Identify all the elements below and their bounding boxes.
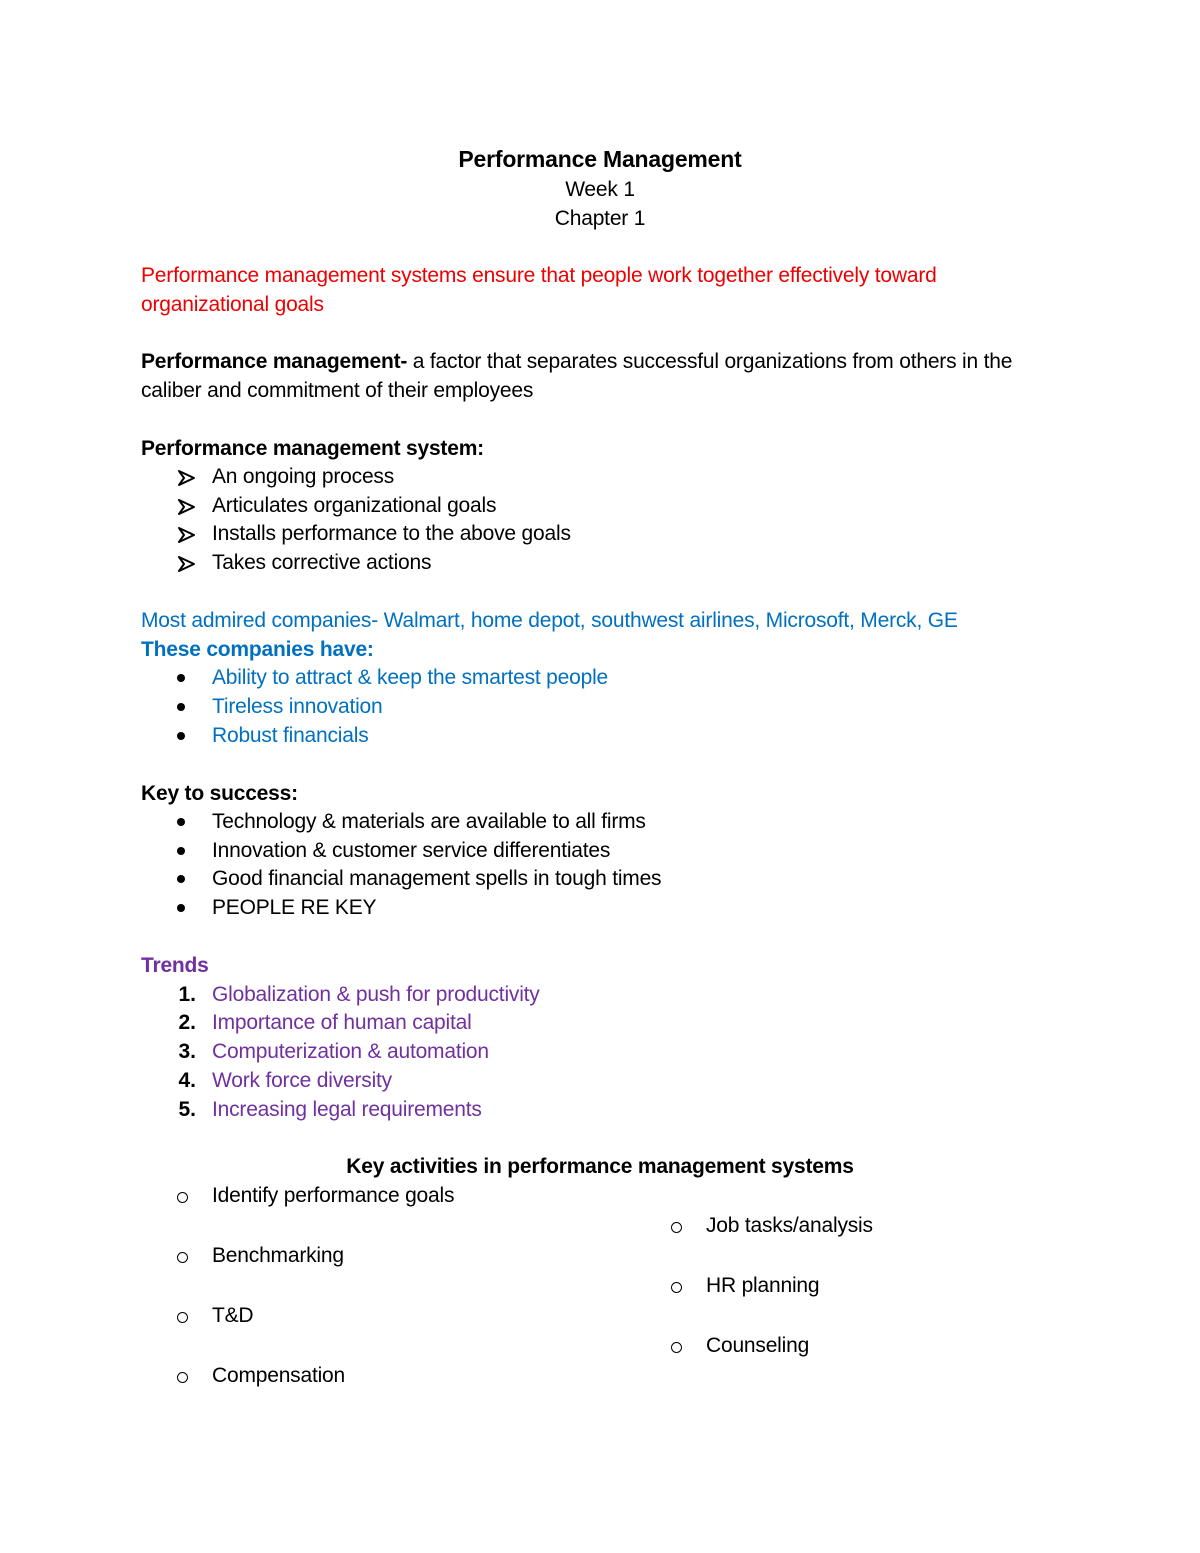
- companies-item: Ability to attract & keep the smartest people: [212, 666, 609, 689]
- definition-text: a factor that separates successful organizations from others in the: [407, 350, 1013, 373]
- system-item: Takes corrective actions: [212, 551, 432, 574]
- circle-bullet-icon: [177, 1372, 188, 1383]
- bullet-dot-icon: [177, 904, 185, 912]
- arrow-bullet-icon: [177, 498, 197, 516]
- companies-item: Tireless innovation: [212, 695, 383, 718]
- companies-item: Robust financials: [212, 724, 369, 747]
- system-item: An ongoing process: [212, 465, 395, 488]
- bullet-dot-icon: [177, 875, 185, 883]
- bullet-dot-icon: [177, 703, 185, 711]
- bullet-dot-icon: [177, 732, 185, 740]
- activity-left-item: Compensation: [212, 1364, 346, 1387]
- companies-heading: These companies have:: [141, 638, 374, 661]
- trend-item: Work force diversity: [212, 1069, 392, 1092]
- system-item: Articulates organizational goals: [212, 494, 497, 517]
- activity-right-item: Counseling: [706, 1334, 810, 1357]
- bullet-dot-icon: [177, 674, 185, 682]
- activity-right-item: HR planning: [706, 1274, 820, 1297]
- bullet-dot-icon: [177, 847, 185, 855]
- week-label: Week 1: [565, 178, 635, 201]
- definition-line-1: [141, 348, 1012, 376]
- trend-number: 2.: [178, 1011, 196, 1034]
- intro-line-1: Performance management systems ensure that people work together effectively toward: [141, 264, 937, 287]
- activity-left-item: Identify performance goals: [212, 1184, 455, 1207]
- intro-line-2: organizational goals: [141, 293, 324, 316]
- trend-number: 3.: [178, 1040, 196, 1063]
- success-heading: Key to success:: [141, 782, 298, 805]
- trend-number: 1.: [178, 983, 196, 1006]
- system-item: Installs performance to the above goals: [212, 522, 571, 545]
- system-heading: Performance management system:: [141, 437, 484, 460]
- page-title: Performance Management: [458, 146, 742, 172]
- circle-bullet-icon: [177, 1192, 188, 1203]
- definition-term: Performance management-: [141, 350, 408, 373]
- definition-line-2: caliber and commitment of their employees: [141, 379, 534, 402]
- activity-right-item: Job tasks/analysis: [706, 1214, 873, 1237]
- success-item: Technology & materials are available to all firms: [212, 810, 646, 833]
- bullet-dot-icon: [177, 818, 185, 826]
- activity-left-item: T&D: [212, 1304, 254, 1327]
- companies-line: Most admired companies- Walmart, home depot, southwest airlines, Microsoft, Merck, GE: [141, 609, 958, 632]
- trend-number: 4.: [178, 1069, 196, 1092]
- activity-left-item: Benchmarking: [212, 1244, 344, 1267]
- circle-bullet-icon: [671, 1282, 682, 1293]
- trend-number: 5.: [178, 1098, 196, 1121]
- success-item: Good financial management spells in tough times: [212, 867, 662, 890]
- arrow-bullet-icon: [177, 469, 197, 487]
- success-item: PEOPLE RE KEY: [212, 896, 377, 919]
- activities-heading: Key activities in performance management systems: [346, 1155, 854, 1178]
- arrow-bullet-icon: [177, 555, 197, 573]
- chapter-label: Chapter 1: [554, 207, 646, 230]
- trend-item: Globalization & push for productivity: [212, 983, 540, 1006]
- circle-bullet-icon: [177, 1252, 188, 1263]
- circle-bullet-icon: [671, 1342, 682, 1353]
- success-item: Innovation & customer service differentiates: [212, 839, 611, 862]
- arrow-bullet-icon: [177, 526, 197, 544]
- trend-item: Importance of human capital: [212, 1011, 472, 1034]
- circle-bullet-icon: [671, 1222, 682, 1233]
- trend-item: Increasing legal requirements: [212, 1098, 482, 1121]
- trend-item: Computerization & automation: [212, 1040, 489, 1063]
- circle-bullet-icon: [177, 1312, 188, 1323]
- trends-heading: Trends: [141, 954, 209, 977]
